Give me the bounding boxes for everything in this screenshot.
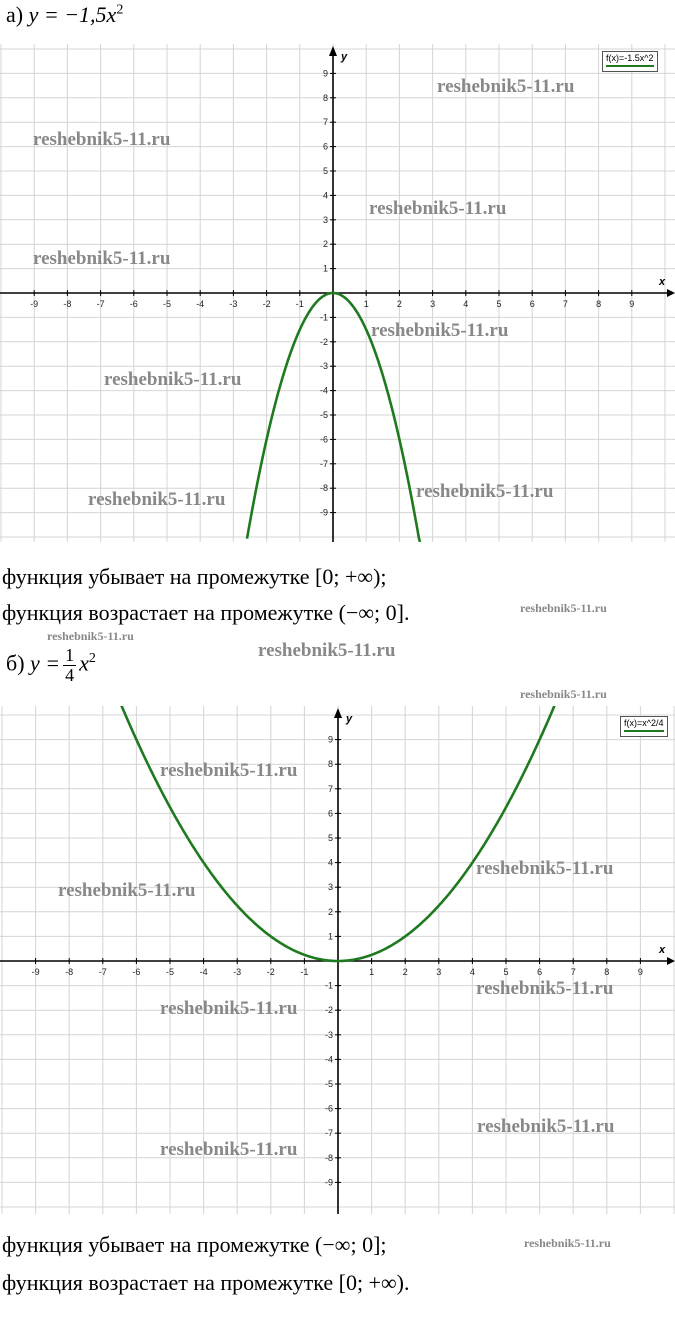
fraction bbox=[63, 646, 76, 685]
y-tick-label: -4 bbox=[324, 1054, 333, 1065]
y-tick-label: 7 bbox=[327, 783, 333, 794]
x-tick-label: -6 bbox=[132, 967, 141, 977]
x-tick-label: -4 bbox=[199, 967, 208, 977]
watermark: reshebnik5-11.ru bbox=[258, 640, 396, 661]
legend-b-text: f(x)=x^2/4 bbox=[624, 718, 664, 728]
x-tick-label: -5 bbox=[165, 967, 175, 977]
legend-b-swatch bbox=[624, 730, 664, 732]
y-tick-label: 3 bbox=[322, 214, 328, 225]
fraction-numerator: 1 bbox=[65, 645, 75, 665]
x-tick-label: -1 bbox=[295, 299, 304, 309]
x-axis-label: x bbox=[659, 944, 666, 956]
equation-b-prefix: y = bbox=[30, 650, 61, 676]
y-tick-label: 8 bbox=[327, 759, 333, 770]
y-tick-label: 9 bbox=[327, 734, 333, 745]
watermark: reshebnik5-11.ru bbox=[47, 629, 134, 643]
y-tick-label: 1 bbox=[322, 263, 328, 274]
x-tick-label: 2 bbox=[396, 299, 402, 309]
x-axis-label: x bbox=[659, 276, 666, 288]
x-tick-label: -9 bbox=[30, 299, 39, 309]
y-axis-arrow bbox=[329, 46, 337, 56]
y-tick-label: -8 bbox=[324, 1152, 333, 1163]
conclusion-b-2: функция возрастает на промежутке [0; +∞). bbox=[2, 1270, 410, 1295]
x-tick-label: 8 bbox=[604, 967, 610, 977]
x-tick-label: -3 bbox=[229, 299, 238, 309]
y-tick-label: -9 bbox=[324, 1177, 333, 1188]
y-tick-label: -3 bbox=[319, 361, 328, 372]
y-tick-label: -7 bbox=[319, 458, 328, 469]
y-tick-label: 2 bbox=[327, 906, 333, 917]
x-tick-label: -7 bbox=[96, 299, 105, 309]
y-tick-label: -2 bbox=[324, 1005, 333, 1016]
label-a: а) bbox=[6, 2, 24, 27]
y-tick-label: 6 bbox=[327, 808, 333, 819]
x-tick-label: -8 bbox=[63, 299, 72, 309]
y-tick-label: 6 bbox=[322, 141, 328, 152]
y-tick-label: -5 bbox=[319, 410, 328, 420]
watermark: reshebnik5-11.ru bbox=[369, 198, 507, 219]
y-tick-label: -9 bbox=[319, 507, 328, 518]
y-tick-label: 3 bbox=[327, 882, 333, 893]
x-tick-label: -2 bbox=[266, 967, 275, 977]
x-tick-label: -9 bbox=[31, 967, 40, 977]
x-tick-label: -5 bbox=[162, 299, 172, 309]
y-tick-label: -1 bbox=[324, 980, 333, 991]
y-tick-label: -3 bbox=[324, 1029, 333, 1040]
fraction-denominator: 4 bbox=[65, 665, 75, 685]
x-tick-label: 7 bbox=[570, 967, 576, 977]
y-tick-label: 1 bbox=[327, 931, 333, 942]
watermark: reshebnik5-11.ru bbox=[477, 1116, 615, 1137]
x-tick-label: -7 bbox=[98, 967, 107, 977]
x-tick-label: -1 bbox=[300, 967, 309, 977]
conclusion-b-1: функция убывает на промежутке (−∞; 0]; bbox=[2, 1232, 387, 1257]
x-axis-arrow bbox=[667, 289, 675, 297]
x-tick-label: 7 bbox=[562, 299, 568, 309]
watermark: reshebnik5-11.ru bbox=[58, 880, 196, 901]
x-tick-label: 3 bbox=[436, 967, 442, 977]
exponent-b: 2 bbox=[88, 651, 96, 667]
y-tick-label: -1 bbox=[319, 312, 328, 323]
y-tick-label: 9 bbox=[322, 68, 328, 79]
x-tick-label: 4 bbox=[469, 967, 475, 977]
x-tick-label: 6 bbox=[537, 967, 543, 977]
heading-a bbox=[6, 2, 123, 28]
watermark: reshebnik5-11.ru bbox=[416, 481, 554, 502]
equation-b-var: x bbox=[79, 650, 89, 676]
watermark: reshebnik5-11.ru bbox=[437, 76, 575, 97]
x-tick-label: 1 bbox=[363, 299, 369, 309]
graph-a bbox=[0, 44, 675, 542]
x-tick-label: -6 bbox=[129, 299, 138, 309]
conclusion-a-2: функция возрастает на промежутке (−∞; 0]. bbox=[2, 600, 410, 625]
watermark: reshebnik5-11.ru bbox=[160, 1139, 298, 1160]
y-tick-label: -5 bbox=[324, 1079, 333, 1089]
y-tick-label: 5 bbox=[322, 166, 328, 176]
y-axis-label: y bbox=[341, 51, 348, 63]
legend-a-swatch bbox=[606, 65, 654, 67]
x-tick-label: 5 bbox=[503, 967, 509, 977]
y-tick-label: -6 bbox=[324, 1103, 333, 1114]
watermark: reshebnik5-11.ru bbox=[524, 1236, 611, 1250]
y-tick-label: -2 bbox=[319, 336, 328, 347]
watermark: reshebnik5-11.ru bbox=[476, 858, 614, 879]
x-tick-label: 2 bbox=[402, 967, 408, 977]
watermark: reshebnik5-11.ru bbox=[33, 129, 171, 150]
conclusion-a-1: функция убывает на промежутке [0; +∞); bbox=[2, 564, 387, 589]
watermark: reshebnik5-11.ru bbox=[104, 369, 242, 390]
watermark: reshebnik5-11.ru bbox=[33, 248, 171, 269]
watermark: reshebnik5-11.ru bbox=[476, 978, 614, 999]
label-b: б) bbox=[6, 650, 25, 676]
x-tick-label: 6 bbox=[529, 299, 535, 309]
x-tick-label: -3 bbox=[233, 967, 242, 977]
legend-a-text: f(x)=-1.5x^2 bbox=[606, 53, 654, 63]
watermark: reshebnik5-11.ru bbox=[371, 320, 509, 341]
watermark: reshebnik5-11.ru bbox=[160, 760, 298, 781]
y-tick-label: 4 bbox=[322, 190, 328, 201]
x-tick-label: 5 bbox=[496, 299, 502, 309]
exponent-a: 2 bbox=[116, 2, 124, 18]
y-axis-arrow bbox=[334, 708, 342, 718]
y-tick-label: 4 bbox=[327, 857, 333, 868]
watermark: reshebnik5-11.ru bbox=[88, 489, 226, 510]
x-tick-label: 9 bbox=[629, 299, 635, 309]
y-tick-label: 2 bbox=[322, 239, 328, 250]
x-tick-label: 4 bbox=[463, 299, 469, 309]
equation-a: y = −1,5x bbox=[28, 2, 117, 27]
y-tick-label: 7 bbox=[322, 117, 328, 128]
watermark: reshebnik5-11.ru bbox=[520, 687, 607, 701]
y-tick-label: -8 bbox=[319, 483, 328, 494]
x-tick-label: 1 bbox=[369, 967, 375, 977]
y-tick-label: -6 bbox=[319, 434, 328, 445]
y-tick-label: 5 bbox=[327, 833, 333, 843]
y-tick-label: 8 bbox=[322, 92, 328, 103]
watermark: reshebnik5-11.ru bbox=[520, 601, 607, 615]
legend-b bbox=[620, 716, 668, 737]
y-tick-label: -4 bbox=[319, 385, 328, 396]
x-tick-label: -2 bbox=[262, 299, 271, 309]
heading-b bbox=[6, 646, 96, 685]
x-tick-label: -8 bbox=[65, 967, 74, 977]
x-tick-label: 3 bbox=[430, 299, 436, 309]
legend-a bbox=[602, 51, 658, 72]
x-tick-label: 9 bbox=[637, 967, 643, 977]
y-axis-label: y bbox=[346, 713, 353, 725]
y-tick-label: -7 bbox=[324, 1128, 333, 1139]
watermark: reshebnik5-11.ru bbox=[160, 998, 298, 1019]
x-tick-label: 8 bbox=[596, 299, 602, 309]
x-tick-label: -4 bbox=[196, 299, 205, 309]
